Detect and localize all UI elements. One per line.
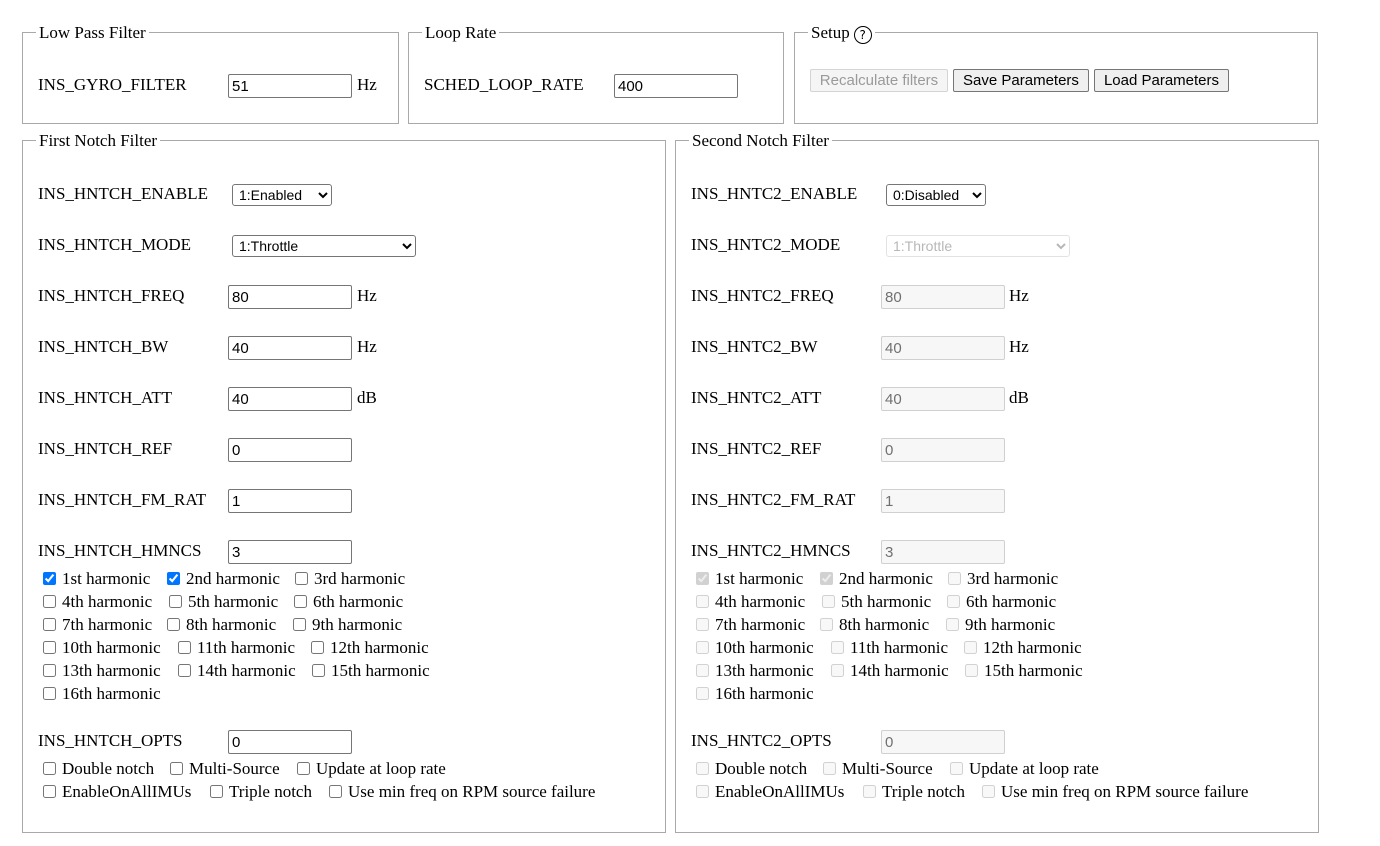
option-triple-notch-checkbox[interactable] [206, 782, 312, 802]
harmonic-3-check[interactable] [295, 572, 308, 585]
harmonic2-16-label: 16th harmonic [715, 684, 814, 703]
ins-hntch-freq-label: INS_HNTCH_FREQ [38, 286, 185, 305]
ins-hntc2-freq-input[interactable] [881, 285, 1005, 309]
harmonic-9-check[interactable] [293, 618, 306, 631]
ins-hntch-ref-input[interactable] [228, 438, 352, 462]
harmonic-15-checkbox[interactable] [308, 661, 430, 681]
harmonic-15-label: 15th harmonic [331, 661, 430, 680]
harmonic2-6-label: 6th harmonic [966, 592, 1057, 611]
harmonic2-9-label: 9th harmonic [965, 615, 1056, 634]
harmonic-12-check[interactable] [311, 641, 324, 654]
harmonic2-16-check[interactable] [696, 687, 709, 700]
harmonic2-8-check[interactable] [820, 618, 833, 631]
harmonic2-15-check[interactable] [965, 664, 978, 677]
harmonic2-3-checkbox[interactable] [944, 569, 1058, 589]
harmonic-1-checkbox[interactable] [39, 569, 150, 589]
harmonic2-1-check[interactable] [696, 572, 709, 585]
harmonic-5-label: 5th harmonic [188, 592, 279, 611]
option2-double-notch-checkbox[interactable] [692, 759, 807, 779]
option-multi-source-label: Multi-Source [189, 759, 280, 778]
option-enable-all-imus-check[interactable] [43, 785, 56, 798]
harmonic2-12-label: 12th harmonic [983, 638, 1082, 657]
ins-hntc2-freq-label: INS_HNTC2_FREQ [691, 286, 834, 305]
option2-multi-source-checkbox[interactable] [819, 759, 933, 779]
load-parameters-button[interactable]: Load Parameters [1094, 69, 1229, 92]
option2-min-freq-rpm-checkbox[interactable] [978, 782, 1248, 802]
ins-hntch-hmncs-label: INS_HNTCH_HMNCS [38, 541, 202, 560]
harmonic-3-label: 3rd harmonic [314, 569, 406, 588]
harmonic2-2-label: 2nd harmonic [839, 569, 933, 588]
option2-enable-all-imus-checkbox[interactable] [692, 782, 844, 802]
harmonic-11-check[interactable] [178, 641, 191, 654]
low-pass-filter-legend: Low Pass Filter [36, 23, 149, 43]
option-min-freq-rpm-label: Use min freq on RPM source failure [348, 782, 596, 801]
ins-gyro-filter-label: INS_GYRO_FILTER [38, 75, 187, 94]
ins-hntc2-att-unit: dB [1009, 388, 1029, 407]
ins-gyro-filter-unit: Hz [357, 75, 377, 94]
harmonic-10-checkbox[interactable] [39, 638, 161, 658]
setup-group [794, 23, 1318, 124]
second-notch-filter-legend: Second Notch Filter [689, 131, 832, 151]
ins-hntc2-bw-input[interactable] [881, 336, 1005, 360]
harmonic2-11-check[interactable] [831, 641, 844, 654]
harmonic-8-checkbox[interactable] [163, 615, 276, 635]
harmonic-14-checkbox[interactable] [174, 661, 296, 681]
option2-update-loop-rate-label: Update at loop rate [969, 759, 1099, 778]
ins-hntc2-fm-rat-input[interactable] [881, 489, 1005, 513]
harmonic-13-checkbox[interactable] [39, 661, 161, 681]
setup-legend-text: Setup [811, 23, 850, 42]
harmonic2-8-label: 8th harmonic [839, 615, 930, 634]
ins-hntch-ref-label: INS_HNTCH_REF [38, 439, 173, 458]
first-notch-filter-group [22, 131, 666, 833]
harmonic-13-check[interactable] [43, 664, 56, 677]
harmonic-14-check[interactable] [178, 664, 191, 677]
harmonic2-15-checkbox[interactable] [961, 661, 1083, 681]
harmonic2-2-check[interactable] [820, 572, 833, 585]
harmonic2-10-check[interactable] [696, 641, 709, 654]
harmonic-6-label: 6th harmonic [313, 592, 404, 611]
harmonic2-6-check[interactable] [947, 595, 960, 608]
harmonic-8-label: 8th harmonic [186, 615, 277, 634]
second-notch-filter-group [675, 131, 1319, 833]
harmonic2-4-check[interactable] [696, 595, 709, 608]
ins-hntch-att-label: INS_HNTCH_ATT [38, 388, 173, 407]
ins-hntc2-freq-unit: Hz [1009, 286, 1029, 305]
ins-hntc2-opts-input[interactable] [881, 730, 1005, 754]
ins-hntch-fm-rat-label: INS_HNTCH_FM_RAT [38, 490, 207, 509]
recalculate-filters-button[interactable]: Recalculate filters [810, 69, 948, 92]
harmonic-2-check[interactable] [167, 572, 180, 585]
harmonic2-11-label: 11th harmonic [850, 638, 949, 657]
ins-hntch-enable-select[interactable] [232, 184, 332, 206]
harmonic2-15-label: 15th harmonic [984, 661, 1083, 680]
option2-triple-notch-check[interactable] [863, 785, 876, 798]
option2-multi-source-check[interactable] [823, 762, 836, 775]
harmonic-2-label: 2nd harmonic [186, 569, 280, 588]
ins-gyro-filter-input[interactable] [228, 74, 352, 98]
ins-hntch-bw-input[interactable] [228, 336, 352, 360]
harmonic-15-check[interactable] [312, 664, 325, 677]
option-update-loop-rate-label: Update at loop rate [316, 759, 446, 778]
harmonic2-13-checkbox[interactable] [692, 661, 814, 681]
harmonic2-13-label: 13th harmonic [715, 661, 814, 680]
harmonic-10-label: 10th harmonic [62, 638, 161, 657]
harmonic-16-check[interactable] [43, 687, 56, 700]
option-double-notch-check[interactable] [43, 762, 56, 775]
harmonic2-7-label: 7th harmonic [715, 615, 806, 634]
option2-min-freq-rpm-check[interactable] [982, 785, 995, 798]
harmonic-13-label: 13th harmonic [62, 661, 161, 680]
harmonic-9-checkbox[interactable] [289, 615, 402, 635]
harmonic2-4-label: 4th harmonic [715, 592, 806, 611]
option2-triple-notch-checkbox[interactable] [859, 782, 965, 802]
harmonic-7-check[interactable] [43, 618, 56, 631]
harmonic-1-label: 1st harmonic [62, 569, 151, 588]
option2-double-notch-check[interactable] [696, 762, 709, 775]
ins-hntch-bw-label: INS_HNTCH_BW [38, 337, 169, 356]
option2-enable-all-imus-check[interactable] [696, 785, 709, 798]
harmonic2-10-checkbox[interactable] [692, 638, 814, 658]
harmonic2-7-check[interactable] [696, 618, 709, 631]
option2-update-loop-rate-checkbox[interactable] [946, 759, 1099, 779]
harmonic-1-check[interactable] [43, 572, 56, 585]
ins-hntc2-mode-select[interactable] [886, 235, 1070, 257]
harmonic2-10-label: 10th harmonic [715, 638, 814, 657]
ins-hntch-att-unit: dB [357, 388, 377, 407]
harmonic2-5-checkbox[interactable] [818, 592, 931, 612]
harmonic-5-checkbox[interactable] [165, 592, 278, 612]
harmonic-4-checkbox[interactable] [39, 592, 152, 612]
ins-hntc2-ref-label: INS_HNTC2_REF [691, 439, 822, 458]
harmonic-16-checkbox[interactable] [39, 684, 161, 704]
ins-hntch-bw-unit: Hz [357, 337, 377, 356]
option-triple-notch-check[interactable] [210, 785, 223, 798]
harmonic2-1-label: 1st harmonic [715, 569, 804, 588]
harmonic-4-label: 4th harmonic [62, 592, 153, 611]
harmonic2-12-checkbox[interactable] [960, 638, 1082, 658]
ins-hntc2-enable-select[interactable] [886, 184, 986, 206]
harmonic-8-check[interactable] [167, 618, 180, 631]
harmonic-12-checkbox[interactable] [307, 638, 429, 658]
ins-hntch-opts-input[interactable] [228, 730, 352, 754]
harmonic-7-label: 7th harmonic [62, 615, 153, 634]
sched-loop-rate-input[interactable] [614, 74, 738, 98]
harmonic2-16-checkbox[interactable] [692, 684, 814, 704]
ins-hntch-fm-rat-input[interactable] [228, 489, 352, 513]
harmonic2-5-label: 5th harmonic [841, 592, 932, 611]
save-parameters-button[interactable]: Save Parameters [953, 69, 1089, 92]
harmonic2-13-check[interactable] [696, 664, 709, 677]
ins-hntc2-att-input[interactable] [881, 387, 1005, 411]
harmonic-2-checkbox[interactable] [163, 569, 280, 589]
harmonic-5-check[interactable] [169, 595, 182, 608]
harmonic-7-checkbox[interactable] [39, 615, 152, 635]
harmonic2-14-check[interactable] [831, 664, 844, 677]
harmonic-6-check[interactable] [294, 595, 307, 608]
harmonic2-4-checkbox[interactable] [692, 592, 805, 612]
help-icon[interactable]: ? [854, 26, 872, 44]
ins-hntc2-fm-rat-label: INS_HNTC2_FM_RAT [691, 490, 856, 509]
ins-hntc2-opts-label: INS_HNTC2_OPTS [691, 731, 832, 750]
loop-rate-legend: Loop Rate [422, 23, 499, 43]
option-update-loop-rate-checkbox[interactable] [293, 759, 446, 779]
harmonic2-7-checkbox[interactable] [692, 615, 805, 635]
harmonic2-2-checkbox[interactable] [816, 569, 933, 589]
setup-legend [808, 23, 875, 44]
harmonic-9-label: 9th harmonic [312, 615, 403, 634]
option-multi-source-check[interactable] [170, 762, 183, 775]
option-multi-source-checkbox[interactable] [166, 759, 280, 779]
option2-min-freq-rpm-label: Use min freq on RPM source failure [1001, 782, 1249, 801]
harmonic-3-checkbox[interactable] [291, 569, 405, 589]
ins-hntch-hmncs-input[interactable] [228, 540, 352, 564]
harmonic-4-check[interactable] [43, 595, 56, 608]
harmonic-11-label: 11th harmonic [197, 638, 296, 657]
option2-double-notch-label: Double notch [715, 759, 808, 778]
ins-hntc2-hmncs-label: INS_HNTC2_HMNCS [691, 541, 851, 560]
ins-hntc2-bw-unit: Hz [1009, 337, 1029, 356]
option2-update-loop-rate-check[interactable] [950, 762, 963, 775]
harmonic2-6-checkbox[interactable] [943, 592, 1056, 612]
option-triple-notch-label: Triple notch [229, 782, 312, 801]
option2-triple-notch-label: Triple notch [882, 782, 965, 801]
ins-hntc2-mode-label: INS_HNTC2_MODE [691, 235, 841, 254]
harmonic2-3-check[interactable] [948, 572, 961, 585]
ins-hntc2-hmncs-input[interactable] [881, 540, 1005, 564]
harmonic2-5-check[interactable] [822, 595, 835, 608]
harmonic-6-checkbox[interactable] [290, 592, 403, 612]
harmonic2-9-check[interactable] [946, 618, 959, 631]
ins-hntch-opts-label: INS_HNTCH_OPTS [38, 731, 183, 750]
harmonic-11-checkbox[interactable] [174, 638, 295, 658]
ins-hntc2-enable-label: INS_HNTC2_ENABLE [691, 184, 858, 203]
option-enable-all-imus-label: EnableOnAllIMUs [62, 782, 192, 801]
option-min-freq-rpm-check[interactable] [329, 785, 342, 798]
harmonic2-12-check[interactable] [964, 641, 977, 654]
harmonic2-3-label: 3rd harmonic [967, 569, 1059, 588]
ins-hntch-mode-select[interactable] [232, 235, 416, 257]
ins-hntch-freq-unit: Hz [357, 286, 377, 305]
option2-multi-source-label: Multi-Source [842, 759, 933, 778]
harmonic2-1-checkbox[interactable] [692, 569, 803, 589]
ins-hntch-mode-label: INS_HNTCH_MODE [38, 235, 191, 254]
ins-hntc2-ref-input[interactable] [881, 438, 1005, 462]
ins-hntch-freq-input[interactable] [228, 285, 352, 309]
option-min-freq-rpm-checkbox[interactable] [325, 782, 595, 802]
ins-hntch-att-input[interactable] [228, 387, 352, 411]
harmonic-10-check[interactable] [43, 641, 56, 654]
option-enable-all-imus-checkbox[interactable] [39, 782, 191, 802]
harmonic2-9-checkbox[interactable] [942, 615, 1055, 635]
first-notch-filter-legend: First Notch Filter [36, 131, 160, 151]
option-double-notch-checkbox[interactable] [39, 759, 154, 779]
option-double-notch-label: Double notch [62, 759, 155, 778]
harmonic2-14-label: 14th harmonic [850, 661, 949, 680]
harmonic-12-label: 12th harmonic [330, 638, 429, 657]
option-update-loop-rate-check[interactable] [297, 762, 310, 775]
harmonic2-8-checkbox[interactable] [816, 615, 929, 635]
ins-hntc2-att-label: INS_HNTC2_ATT [691, 388, 822, 407]
harmonic-16-label: 16th harmonic [62, 684, 161, 703]
ins-hntc2-bw-label: INS_HNTC2_BW [691, 337, 818, 356]
harmonic2-14-checkbox[interactable] [827, 661, 949, 681]
loop-rate-group [408, 23, 784, 124]
low-pass-filter-group [22, 23, 399, 124]
ins-hntch-enable-label: INS_HNTCH_ENABLE [38, 184, 208, 203]
option2-enable-all-imus-label: EnableOnAllIMUs [715, 782, 845, 801]
sched-loop-rate-label: SCHED_LOOP_RATE [424, 75, 584, 94]
harmonic-14-label: 14th harmonic [197, 661, 296, 680]
harmonic2-11-checkbox[interactable] [827, 638, 948, 658]
